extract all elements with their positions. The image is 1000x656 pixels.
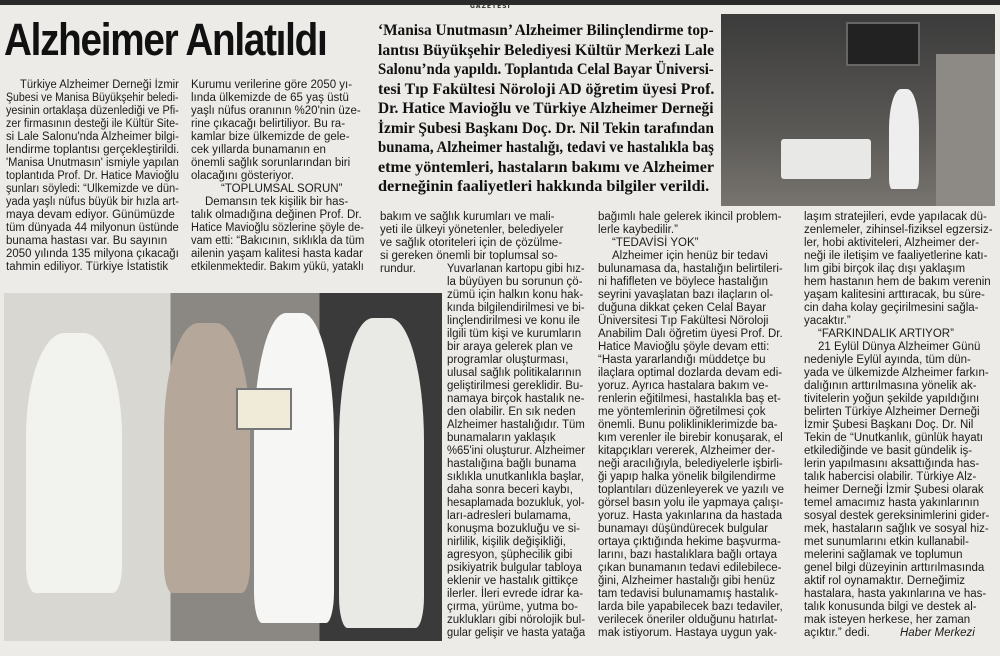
text-line: agresyon, şüphecilik gibi	[447, 549, 573, 561]
article-column-3	[447, 263, 586, 640]
text-line: olacağını gösteriyor.	[191, 170, 294, 182]
text-line: lerin yapılmasını aksattığında has-	[804, 458, 980, 470]
headline: Alzheimer Anlatıldı	[4, 14, 327, 65]
article-column-4	[598, 211, 790, 640]
article-column-5	[804, 211, 995, 640]
text-line: dalığının arttırılmasına yönelik ak-	[804, 380, 977, 392]
text-line: 'Manisa Unutmasın' ismiyle yapılan	[6, 157, 179, 169]
text-line: la büyüyen bu sorunun çö-	[447, 276, 583, 288]
text-line: hastalara, hasta yakınlarına ve has-	[804, 588, 987, 600]
text-line: Kurumu verilerine göre 2050 yı-	[191, 79, 353, 91]
text-line: duğuna dikkat çeken Celal Bayar	[598, 302, 767, 314]
meeting-photo	[721, 14, 995, 206]
text-line: programlar oluşturması,	[447, 354, 569, 366]
text-line: talık habercisi olabilir. Türkiye Alz-	[804, 471, 977, 483]
text-line: gular gelişir ve hasta yatağa	[447, 627, 586, 639]
text-line: ve sağlık otoriteleri için de çözülme-	[380, 237, 563, 249]
text-line: belirten Türkiye Alzheimer Derneği	[804, 406, 980, 418]
text-line: rine çıkacağı belirtiliyor. Bu ra-	[191, 118, 346, 130]
text-line: bunama hastası var. Bu sayının	[6, 235, 168, 247]
text-line: İzmir Şubesi Başkanı Doç. Dr. Nil	[804, 419, 974, 431]
text-line: bakım ve sağlık kurumları ve mali-	[380, 211, 555, 223]
text-line: ailenin yaşam kalitesi hasta kadar	[191, 248, 363, 260]
text-line: lında ülkemizde de 65 yaş üstü	[191, 92, 349, 104]
text-line: tesi Tıp Fakültesi Nöroloji AD öğretim üyesi Prof.	[378, 78, 715, 98]
text-line: talık konusunda bilgi ve destek al-	[804, 601, 977, 613]
text-line: “TOPLUMSAL SORUN”	[221, 183, 343, 195]
text-line: ‘Manisa Unutmasın’ Alzheimer Bilinçlendirme top-	[378, 20, 714, 39]
text-line: görsel basın yolu ile yapmaya çalışı-	[598, 497, 784, 509]
article-column-2	[191, 79, 365, 274]
text-line: önemli sağlık sorunlarından biri	[191, 157, 351, 169]
text-line: genel bilgi düzeyinin arttırılmasında	[804, 562, 985, 574]
text-line: Türkiye Alzheimer Derneği İzmir	[20, 79, 179, 91]
text-line: bulunamasa da, hastalığın belirtileri-	[598, 263, 783, 275]
text-line: etme yöntemleri, hastaların bakımı ve Alzheimer	[378, 156, 715, 176]
text-line: daha sonra beceri kaybı,	[447, 484, 573, 496]
text-line: cin daha kolay geçirilmesini sağla-	[804, 302, 979, 314]
text-line: ler, hobi aktiviteleri, Alzheimer der-	[804, 237, 980, 249]
text-line: yada yaşlı nüfus büyük bir hızla art-	[6, 196, 179, 208]
deck-text	[378, 20, 715, 196]
text-line: yaşlı nüfus oranının %20'nin üze-	[191, 105, 361, 117]
text-line: kamlar bize ülkemizde de gele-	[191, 131, 350, 143]
text-line: tivitelerin yoğun şekilde yapıldığını	[804, 393, 980, 405]
text-line: lantısı Büyükşehir Belediyesi Kültür Merkezi Lale	[378, 39, 715, 59]
text-line: “TEDAVİSİ YOK”	[612, 237, 699, 249]
text-line: maya devam ediyor. Günümüzde	[6, 209, 175, 221]
text-line: hesaplamada bozukluk, yol-	[447, 497, 585, 509]
text-line: linçlendirilmesi ve konu ile	[447, 315, 580, 327]
text-line: zenlemeler, zihinsel-fiziksel egzersiz-	[804, 224, 993, 236]
text-line: zuklukları gibi nörolojik bul-	[447, 614, 586, 626]
text-line: Anabilim Dalı öğretim üyesi Prof. Dr.	[598, 328, 783, 340]
text-line: melerini sağlamak ve toplumun	[804, 549, 963, 561]
text-line: tam tedavisi bulunamamış hastalık-	[598, 588, 779, 600]
text-line: ları-adresleri bulamama,	[447, 510, 571, 522]
text-line: ilgili tüm kişi ve kurumların	[447, 328, 582, 340]
text-line: cek yıllarda bunamanın en	[191, 144, 326, 156]
text-line: ni hafifleten ve böylece hastalığın	[598, 276, 769, 288]
group-photo	[4, 293, 442, 641]
byline-credit	[900, 627, 995, 640]
text-line: kım verenler ile birebir konuşarak, el	[598, 432, 783, 444]
text-line: hastalığına bağlı bunama	[447, 458, 577, 470]
text-line: etkilediğinde ve basit gündelik iş-	[804, 445, 973, 457]
text-line: çırma, yürüme, yutma bo-	[447, 601, 579, 613]
text-line: tüm dünyada 44 milyonun üstünde	[6, 222, 179, 234]
text-line: heimer Derneği İzmir Şubesi olarak	[804, 484, 984, 496]
credit-text: Haber Merkezi	[900, 627, 975, 639]
text-line: Üniversitesi Tıp Fakültesi Nöroloji	[598, 315, 769, 327]
text-line: eklenir ve hastalık gittikçe	[447, 575, 579, 587]
text-line: larını, bazı hastalıklara bağlı ortaya	[598, 549, 777, 561]
text-line: larda bile yapabilecek bazı tedaviler,	[598, 601, 783, 613]
text-line: Salonu’nda yapıldı. Toplantıda Celal Bayar Üniversi-	[378, 59, 714, 78]
text-line: mak istiyorum. Hastaya uygun yak-	[598, 627, 777, 639]
text-line: önemli. Bunu polikliniklerimizde ba-	[598, 419, 778, 431]
text-line: Demansın tek kişilik bir has-	[205, 196, 349, 208]
text-line: Alzheimer için henüz bir tedavi	[612, 250, 768, 262]
text-line: met sunumlarını etkin kullanabil-	[804, 536, 969, 548]
text-line: namaya birçok hastalık ne-	[447, 393, 585, 405]
text-line: verilecek öneriler olduğunu hatırlat-	[598, 614, 778, 626]
text-line: yoruz. Ayrıca hastalara bakım ve-	[598, 380, 769, 392]
text-line: %65'ini oluşturur. Alzheimer	[447, 445, 585, 457]
text-line: lerle kaybedilir.”	[598, 224, 678, 236]
text-line: ilaçlara optimal dozlarda devam edi-	[598, 367, 783, 379]
text-line: nedeniyle Eylül ayında, tüm dün-	[804, 354, 971, 366]
text-line: mek, hastaların sağlık ve sosyal hiz-	[804, 523, 989, 535]
text-line: Dr. Hatice Mavioğlu ve Türkiye Alzheimer Derneği	[378, 98, 714, 117]
text-line: şunları söyledi: “Ülkemizde ve dün-	[6, 183, 179, 195]
text-line: mak isteyen herkese, her zaman	[804, 614, 971, 626]
text-line: si gereken önemli bir toplumsal so-	[380, 250, 558, 262]
text-line: bunamayı düşündürecek bulgular	[598, 523, 769, 535]
text-line: renlerin eğitilmesi, hastalıkla baş et-	[598, 393, 781, 405]
text-line: aktif rol oynamaktır. Derneğimiz	[804, 575, 966, 587]
text-line: neği ile iletişim ve faaliyetlerine katı-	[804, 250, 988, 262]
text-line: yeti ile ülkeyi yönetenler, belediyeler	[380, 224, 564, 236]
text-line: temel amacımız hasta yakınlarının	[804, 497, 980, 509]
text-line: ulusal sağlık politikalarının	[447, 367, 582, 379]
text-line: yaşam kalitesini arttıracak, bu süre-	[804, 289, 985, 301]
text-line: bunamaların yaklaşık	[447, 432, 556, 444]
text-line: hem hastanın hem de bakım verenin	[804, 276, 991, 288]
text-line: ğini, Alzheimer hastalığı gibi henüz	[598, 575, 776, 587]
text-line: kitapçıkları vererek, Alzheimer der-	[598, 445, 776, 457]
article-column-3-lead	[380, 263, 438, 276]
text-line: Şubesi ve Manisa Büyükşehir beledi-	[6, 92, 179, 104]
text-line: seyrini yavaşlatan bazı ilaçların ol-	[598, 289, 774, 301]
text-line: “FARKINDALIK ARTIYOR”	[818, 328, 954, 340]
text-line: den olabilir. En sık neden	[447, 406, 576, 418]
text-line: rundur.	[380, 263, 416, 275]
text-line: Yuvarlanan kartopu gibi hız-	[447, 263, 585, 275]
text-line: sıklıkla unutkanlıkla başlar,	[447, 471, 584, 483]
text-line: toplantıda Prof. Dr. Hatice Mavioğlu	[6, 170, 179, 182]
text-line: bağımlı hale gelerek ikincil problem-	[598, 211, 782, 223]
text-line: zümü için halkın konu hak-	[447, 289, 584, 301]
text-line: İzmir Şubesi Başkanı Doç. Dr. Nil Tekin tarafından	[378, 117, 714, 137]
text-line: geliştirilmesi gereklidir. Bu-	[447, 380, 584, 392]
text-line: ilerler. İleri evrede idrar ka-	[447, 588, 584, 600]
text-line: zer firmasının desteği ile Kültür Site-	[6, 118, 179, 130]
text-line: 21 Eylül Dünya Alzheimer Günü	[818, 341, 981, 353]
text-line: toplantıları düzenleyerek ve yazılı ve	[598, 484, 785, 496]
text-line: Tekin de “Unutkanlık, günlük hayatı	[804, 432, 983, 444]
text-line: neği aracılığıyla, belediyelerle işbirli-	[598, 458, 783, 470]
text-line: bir araya gelerek plan ve	[447, 341, 573, 353]
text-line: derneğinin faaliyetleri hakkında bilgiler verildi.	[378, 176, 710, 195]
text-line: nirlilik, kişilik değişikliği,	[447, 536, 566, 548]
text-line: çıkan bunamanın tedavi edilebilece-	[598, 562, 782, 574]
text-line: kında bilgilendirilmesi ve bi-	[447, 302, 585, 314]
text-line: yada ve ülkemizde Alzheimer farkın-	[804, 367, 989, 379]
text-line: talık olmadığına değinen Prof. Dr.	[191, 209, 362, 221]
text-line: ortaya çıktığında hekime başvurma-	[598, 536, 781, 548]
text-line: sosyal destek gereksinimlerini gider-	[804, 510, 990, 522]
text-line: konuşma bozukluğu ve si-	[447, 523, 580, 535]
text-line: me yöntemlerinin öğretilmesi çok	[598, 406, 766, 418]
masthead: GAZETESİ	[470, 3, 511, 10]
text-line: ği yapıp halka yönelik bilgilendirme	[598, 471, 776, 483]
text-line: Hatice Mavioğlu sözlerine şöyle de-	[191, 222, 364, 234]
text-line: lım gibi birçok ilaç dışı yaklaşım	[804, 263, 966, 275]
text-line: “Hasta yararlandığı müddetçe bu	[598, 354, 766, 366]
article-column-3-top	[380, 211, 586, 263]
text-line: yoruz. Hasta yakınlarına da hastada	[598, 510, 783, 522]
text-line: 2050 yılında 135 milyona çıkacağı	[6, 248, 179, 260]
text-line: yacaktır.”	[804, 315, 851, 327]
text-line: açıktır.” dedi.	[804, 627, 870, 639]
text-line: bunama, Alzheimer hastalığı, tedavi ve hastalıkla baş	[378, 137, 714, 156]
text-line: etkilenmektedir. Bakım yükü, yataklı	[191, 261, 364, 273]
text-line: tahmin ediliyor. Türkiye İstatistik	[6, 261, 169, 273]
text-line: lendirme toplantısı gerçekleştirildi.	[6, 144, 180, 156]
text-line: si Lale Salonu'nda Alzheimer bilgi-	[6, 131, 179, 143]
text-line: Hatice Mavioğlu şöyle devam etti:	[598, 341, 770, 353]
text-line: Alzheimer hastalığıdır. Tüm	[447, 419, 585, 431]
text-line: vam etti: “Bakıcının, sıklıkla da tüm	[191, 235, 365, 247]
article-column-1	[6, 79, 180, 274]
text-line: yesinin ortaklaşa düzenlediği ve Pfi-	[6, 105, 179, 117]
text-line: psikiyatrik bulgular tabloya	[447, 562, 582, 574]
text-line: laşım stratejileri, evde yapılacak dü-	[804, 211, 987, 223]
